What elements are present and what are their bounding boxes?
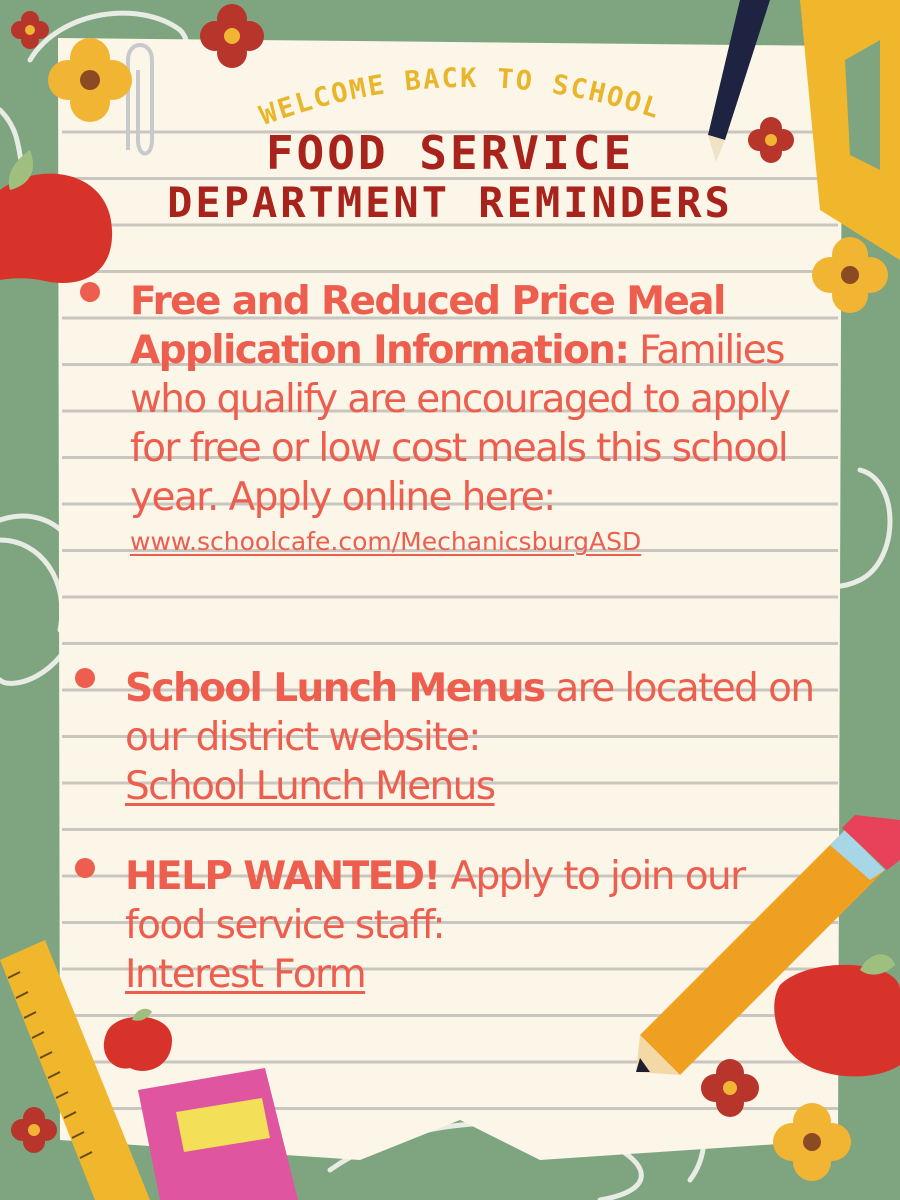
meal-application-item (130, 277, 820, 562)
title-food-service: FOOD SERVICE (265, 126, 635, 180)
interest-form-link[interactable]: Interest Form (125, 952, 366, 997)
bullet-icon (75, 668, 95, 688)
title-department-reminders: DEPARTMENT REMINDERS (167, 178, 733, 227)
bullet-icon (80, 282, 100, 302)
meal-application-heading: Free and Reduced Price Meal Application Information: (130, 279, 725, 373)
schoolcafe-link[interactable]: www.schoolcafe.com/MechanicsburgASD (130, 527, 642, 556)
lunch-menus-item (125, 664, 815, 811)
help-wanted-heading: HELP WANTED! (125, 854, 440, 899)
lunch-menus-link[interactable]: School Lunch Menus (125, 764, 495, 809)
welcome-arc-text: WELCOME BACK TO SCHOOL (255, 62, 665, 132)
meal-application-text: Families who qualify are encouraged to apply for free or low cost meals this school year. Apply online here: (130, 328, 790, 520)
help-wanted-text: Apply to join our food service staff: (125, 854, 745, 948)
flower-icon (11, 1107, 57, 1153)
lunch-menus-heading: School Lunch Menus (125, 666, 545, 711)
bullet-icon (75, 858, 95, 878)
lunch-menus-text: are located on our district website: (125, 666, 814, 760)
help-wanted-item (125, 852, 815, 999)
